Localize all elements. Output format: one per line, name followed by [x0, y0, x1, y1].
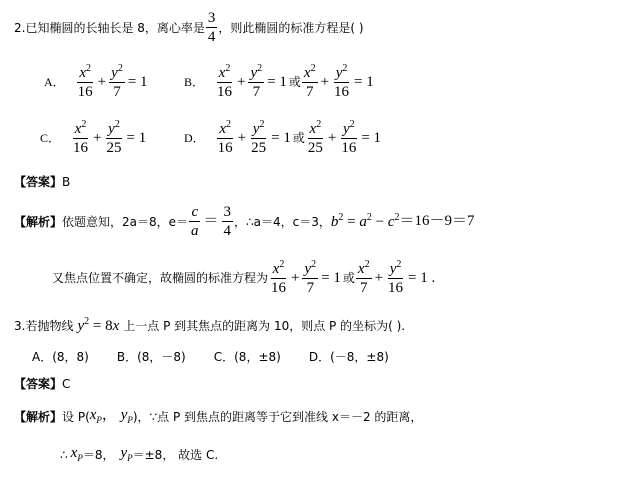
q3-parabola-equation: $y^2 = 8x$	[77, 316, 120, 334]
fraction: $\frac{y^2}{25}$	[251, 119, 267, 156]
fraction: $\frac{x^2}{16}$	[77, 63, 93, 100]
q2-note: 又焦点位置不确定，故椭圆的标准方程为 $\frac{x^2}{16}$ + $\frac{y^2}{7}$ = 1 或 $\frac{x^2}{7}$ + $\frac{y^2}{16}$ = 1 .	[52, 259, 436, 296]
q3-option-b: B．(8，－8)	[116, 350, 186, 364]
q2-option-d: D． $\frac{x^2}{16}$ + $\frac{y^2}{25}$ = 1 或 $\frac{x^2}{25}$ + $\frac{y^2}{16}$ = 1	[184, 119, 382, 156]
q2-analysis: 【解析】 依题意知，2a＝8，e＝ $\frac{c}{a}$ ＝ $\frac{3}{4}$ ，∴a＝4，c＝3， $b^2 = a^2 - c^2$ ＝16－9＝7	[14, 204, 475, 239]
q2-option-c: C． $\frac{x^2}{16}$ + $\frac{y^2}{25}$ = 1	[40, 119, 147, 156]
fraction: $\frac{y^2}{16}$	[341, 119, 357, 156]
or-word: 或	[288, 75, 301, 89]
q2-answer-value: B	[62, 175, 71, 189]
fraction: $\frac{x^2}{7}$	[303, 63, 316, 100]
fraction: $\frac{y^2}{7}$	[111, 63, 123, 100]
q2-analysis-formula: $b^2 = a^2 - c^2$	[330, 212, 400, 230]
q3-answer: 【答案】 C	[14, 377, 71, 391]
fraction: $\frac{y^2}{7}$	[304, 259, 317, 296]
fraction: $\frac{3}{4}$	[223, 204, 232, 239]
q3-point-coords: $x_P$， $y_P$	[89, 407, 133, 425]
q3-analysis: 【解析】 设 P( $x_P$， $y_P$ )，∵点 P 到焦点的距离等于它到准线 x＝－2 的距离，	[14, 407, 423, 425]
q2-stem-text-a: 已知椭圆的长轴长是 8，离心率是	[25, 20, 205, 35]
fraction: $\frac{x^2}{16}$	[217, 63, 233, 100]
q2-answer: 【答案】 B	[14, 175, 71, 189]
q2-eccentricity-fraction: $\frac{3}{4}$	[207, 10, 216, 45]
fraction: $\frac{x^2}{16}$	[73, 119, 89, 156]
q2-stem-text-b: ，则此椭圆的标准方程是( )	[218, 20, 364, 35]
q3-answer-value: C	[62, 377, 71, 391]
fraction: $\frac{c}{a}$	[191, 204, 199, 239]
q3-option-c: C．(8，±8)	[213, 350, 281, 364]
q3-options	[32, 351, 389, 363]
q3-option-a: A．(8，8)	[32, 350, 89, 364]
q3-conclusion: ∴ $x_P$ ＝8， $y_P$ ＝±8， 故选 C.	[60, 445, 219, 463]
q3-option-d: D．(－8，±8)	[308, 350, 389, 364]
fraction: $\frac{x^2}{16}$	[217, 119, 233, 156]
fraction: $\frac{y^2}{25}$	[106, 119, 122, 156]
fraction: $\frac{x^2}{16}$	[271, 259, 287, 296]
fraction: $\frac{y^2}{7}$	[250, 63, 263, 100]
q2-option-a: A． $\frac{x^2}{16}$ + $\frac{y^2}{7}$ = 1	[44, 63, 148, 100]
fraction: $\frac{x^2}{25}$	[307, 119, 323, 156]
fraction: $\frac{y^2}{16}$	[334, 63, 350, 100]
fraction: $\frac{x^2}{7}$	[357, 259, 370, 296]
q2-number: 2.	[14, 20, 26, 35]
q2-stem	[14, 10, 364, 45]
fraction: $\frac{y^2}{16}$	[388, 259, 404, 296]
q2-option-b: B． $\frac{x^2}{16}$ + $\frac{y^2}{7}$ = 1 或 $\frac{x^2}{7}$ + $\frac{y^2}{16}$ = 1	[184, 63, 374, 100]
q3-stem: 3.若抛物线 $y^2 = 8x$ 上一点 P 到其焦点的距离为 10，则点 P 的坐标为( ).	[14, 316, 406, 334]
or-word: 或	[292, 131, 305, 145]
